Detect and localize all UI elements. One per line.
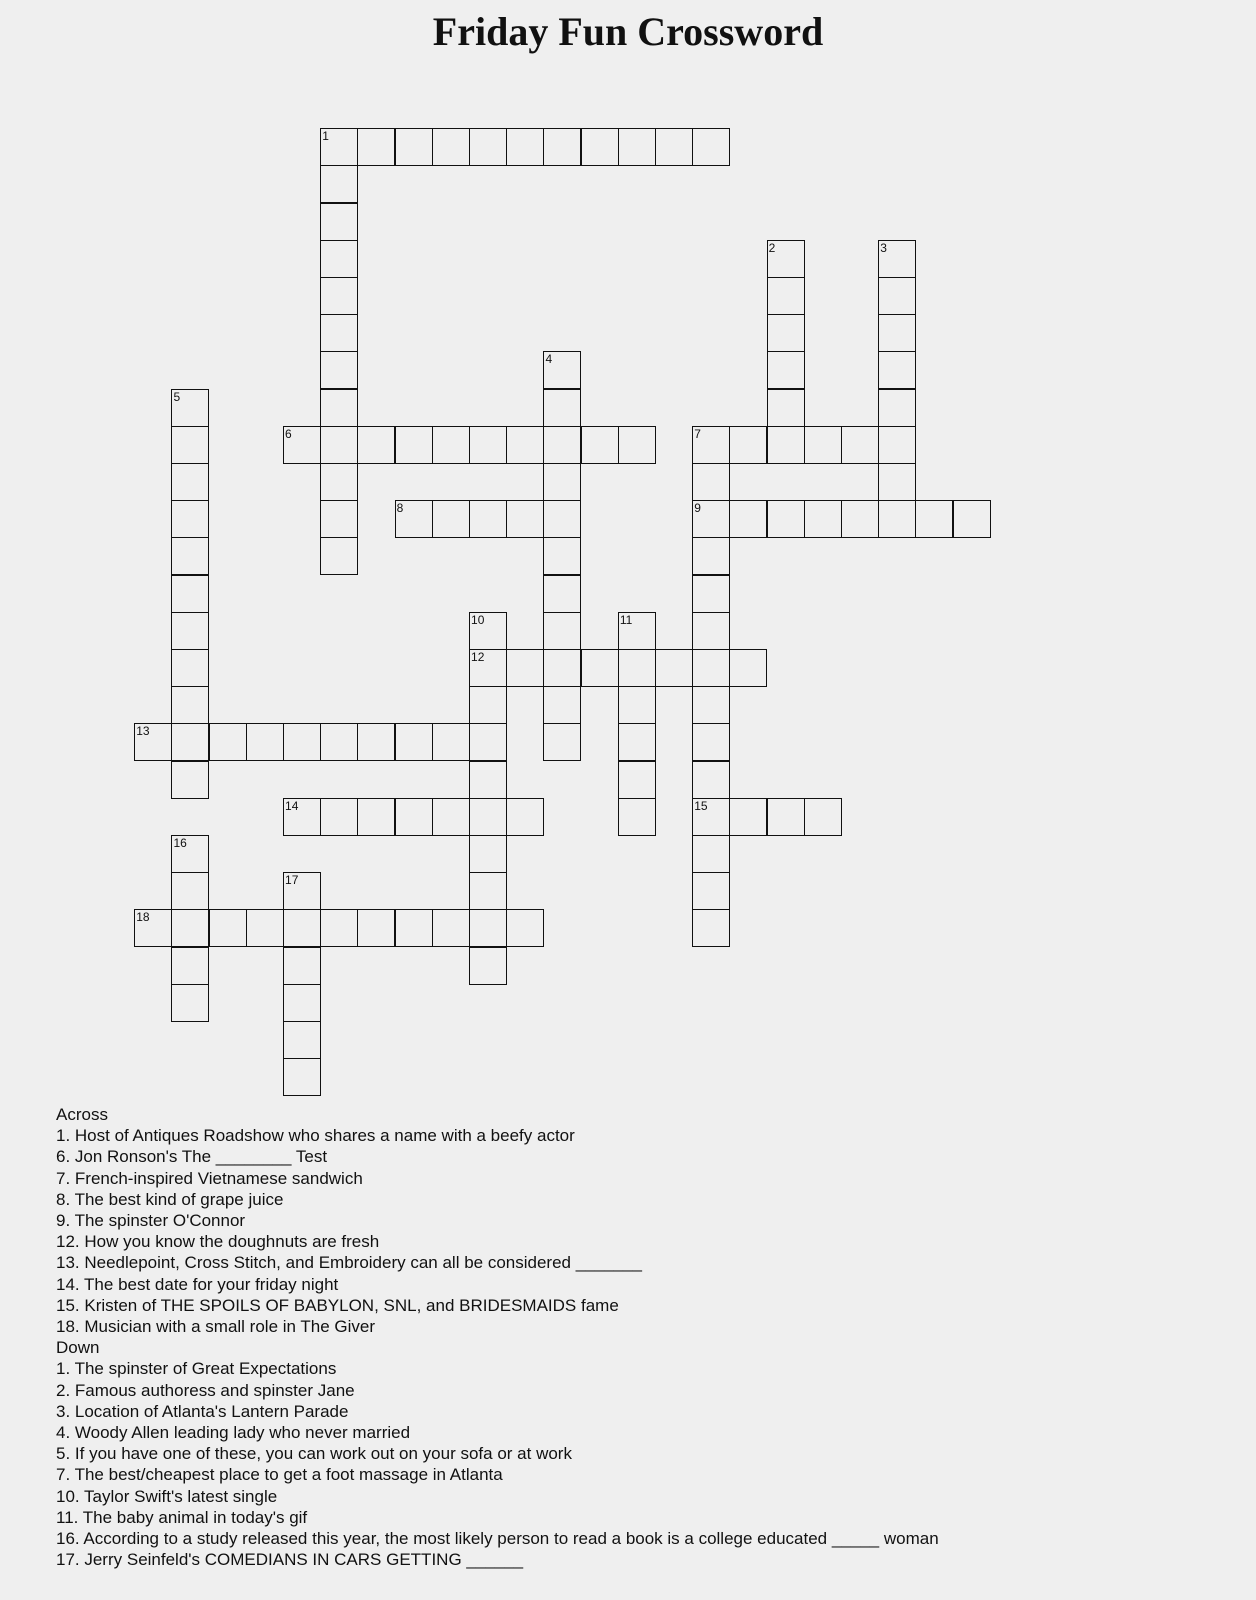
cell-number: 5: [173, 389, 181, 404]
grid-cell[interactable]: [618, 761, 656, 799]
across-clue-7: 7. French-inspired Vietnamese sandwich: [56, 1168, 363, 1188]
grid-cell[interactable]: [618, 128, 656, 166]
across-clue-8: 8. The best kind of grape juice: [56, 1189, 284, 1209]
grid-cell[interactable]: [320, 426, 358, 464]
grid-cell[interactable]: [171, 835, 209, 873]
grid-cell[interactable]: [134, 723, 172, 761]
across-clue-9: 9. The spinster O'Connor: [56, 1211, 246, 1231]
grid-cell[interactable]: [692, 686, 730, 724]
grid-cell[interactable]: [618, 426, 656, 464]
grid-cell[interactable]: [506, 909, 544, 947]
grid-cell[interactable]: [469, 723, 507, 761]
grid-cell[interactable]: [171, 909, 209, 947]
grid-cell[interactable]: [357, 723, 395, 761]
grid-cell[interactable]: [357, 426, 395, 464]
grid-cell[interactable]: [878, 389, 916, 427]
down-clue-16: 16. According to a study released this year, the most likely person to read a book is a college educated _____ woman: [56, 1529, 939, 1549]
grid-cell[interactable]: [692, 872, 730, 910]
grid-cell[interactable]: [469, 426, 507, 464]
across-clue-15: 15. Kristen of THE SPOILS OF BABYLON, SNL, and BRIDESMAIDS fame: [56, 1295, 619, 1315]
across-clues: [56, 1125, 939, 1337]
grid-cell[interactable]: [692, 426, 730, 464]
cell-number: 2: [768, 240, 776, 255]
grid-cell[interactable]: [767, 389, 805, 427]
clue-list: [56, 1104, 939, 1570]
grid-cell[interactable]: [320, 389, 358, 427]
grid-cell[interactable]: [171, 463, 209, 501]
grid-cell[interactable]: [209, 723, 247, 761]
cell-number: 1: [322, 129, 329, 144]
grid-cell[interactable]: [543, 612, 581, 650]
grid-cell[interactable]: [543, 500, 581, 538]
cell-number: 17: [285, 873, 299, 888]
grid-cell[interactable]: [581, 426, 619, 464]
cell-number: 13: [136, 724, 150, 739]
grid-cell[interactable]: [543, 351, 581, 389]
grid-cell[interactable]: [767, 314, 805, 352]
grid-cell[interactable]: [469, 612, 507, 650]
grid-cell[interactable]: [320, 240, 358, 278]
grid-cell[interactable]: [543, 426, 581, 464]
down-clue-1: 1. The spinster of Great Expectations: [56, 1359, 337, 1379]
grid-cell[interactable]: [320, 537, 358, 575]
grid-cell[interactable]: [506, 798, 544, 836]
grid-cell[interactable]: [692, 575, 730, 613]
grid-cell[interactable]: [767, 798, 805, 836]
grid-cell[interactable]: [171, 612, 209, 650]
across-clue-6: 6. Jon Ronson's The ________ Test: [56, 1147, 328, 1167]
grid-cell[interactable]: [469, 761, 507, 799]
grid-cell[interactable]: [469, 128, 507, 166]
grid-cell[interactable]: [618, 798, 656, 836]
down-heading: Down: [56, 1338, 100, 1358]
grid-cell[interactable]: [469, 872, 507, 910]
grid-cell[interactable]: [655, 649, 693, 687]
grid-cell[interactable]: [320, 128, 358, 166]
grid-cell[interactable]: [320, 909, 358, 947]
grid-cell[interactable]: [432, 798, 470, 836]
grid-cell[interactable]: [915, 500, 953, 538]
grid-cell[interactable]: [804, 500, 842, 538]
grid-cell[interactable]: [320, 500, 358, 538]
grid-cell[interactable]: [543, 537, 581, 575]
grid-cell[interactable]: [357, 909, 395, 947]
grid-cell[interactable]: [432, 426, 470, 464]
cell-number: 14: [285, 798, 299, 813]
grid-cell[interactable]: [581, 128, 619, 166]
grid-cell[interactable]: [395, 723, 433, 761]
grid-cell[interactable]: [692, 798, 730, 836]
grid-cell[interactable]: [543, 128, 581, 166]
grid-cell[interactable]: [543, 575, 581, 613]
grid-cell[interactable]: [618, 612, 656, 650]
grid-cell[interactable]: [283, 1058, 321, 1096]
grid-cell[interactable]: [692, 500, 730, 538]
grid-cell[interactable]: [767, 351, 805, 389]
grid-cell[interactable]: [581, 649, 619, 687]
grid-cell[interactable]: [171, 947, 209, 985]
grid-cell[interactable]: [320, 723, 358, 761]
grid-cell[interactable]: [171, 537, 209, 575]
down-clue-2: 2. Famous authoress and spinster Jane: [56, 1380, 355, 1400]
grid-cell[interactable]: [320, 351, 358, 389]
grid-cell[interactable]: [171, 389, 209, 427]
grid-cell[interactable]: [469, 835, 507, 873]
cell-number: 6: [285, 426, 292, 441]
grid-cell[interactable]: [432, 909, 470, 947]
grid-cell[interactable]: [283, 947, 321, 985]
grid-cell[interactable]: [618, 723, 656, 761]
grid-cell[interactable]: [395, 909, 433, 947]
grid-cell[interactable]: [320, 277, 358, 315]
grid-cell[interactable]: [283, 426, 321, 464]
grid-cell[interactable]: [543, 723, 581, 761]
grid-cell[interactable]: [395, 500, 433, 538]
cell-number: 4: [545, 352, 553, 367]
grid-cell[interactable]: [395, 798, 433, 836]
grid-cell[interactable]: [878, 314, 916, 352]
grid-cell[interactable]: [543, 389, 581, 427]
grid-cell[interactable]: [729, 426, 767, 464]
grid-cell[interactable]: [469, 798, 507, 836]
grid-cell[interactable]: [878, 463, 916, 501]
grid-cell[interactable]: [506, 500, 544, 538]
grid-cell[interactable]: [171, 872, 209, 910]
grid-cell[interactable]: [357, 128, 395, 166]
grid-cell[interactable]: [618, 649, 656, 687]
grid-cell[interactable]: [283, 723, 321, 761]
grid-cell[interactable]: [469, 686, 507, 724]
grid-cell[interactable]: [357, 798, 395, 836]
grid-cell[interactable]: [692, 835, 730, 873]
grid-cell[interactable]: [469, 909, 507, 947]
grid-cell[interactable]: [320, 798, 358, 836]
grid-cell[interactable]: [171, 500, 209, 538]
grid-cell[interactable]: [692, 909, 730, 947]
grid-cell[interactable]: [841, 426, 879, 464]
cell-number: 12: [471, 650, 485, 665]
down-clue-11: 11. The baby animal in today's gif: [56, 1507, 308, 1527]
grid-cell[interactable]: [469, 649, 507, 687]
down-clue-3: 3. Location of Atlanta's Lantern Parade: [56, 1401, 349, 1421]
grid-cell[interactable]: [692, 723, 730, 761]
grid-cell[interactable]: [506, 649, 544, 687]
grid-cell[interactable]: [618, 686, 656, 724]
cell-number: 10: [471, 612, 485, 627]
down-clue-5: 5. If you have one of these, you can work out on your sofa or at work: [56, 1444, 572, 1464]
grid-cell[interactable]: [692, 612, 730, 650]
across-clue-13: 13. Needlepoint, Cross Stitch, and Embroidery can all be considered _______: [56, 1253, 642, 1273]
grid-cell[interactable]: [878, 351, 916, 389]
grid-cell[interactable]: [692, 537, 730, 575]
grid-cell[interactable]: [804, 426, 842, 464]
grid-cell[interactable]: [171, 575, 209, 613]
grid-cell[interactable]: [878, 277, 916, 315]
grid-cell[interactable]: [283, 798, 321, 836]
grid-cell[interactable]: [692, 761, 730, 799]
grid-cell[interactable]: [246, 723, 284, 761]
cell-number: 18: [136, 910, 150, 925]
across-clue-1: 1. Host of Antiques Roadshow who shares a name with a beefy actor: [56, 1126, 575, 1146]
grid-cell[interactable]: [543, 649, 581, 687]
grid-cell[interactable]: [543, 686, 581, 724]
cell-number: 3: [880, 240, 887, 255]
cell-number: 8: [396, 501, 404, 516]
grid-cell[interactable]: [692, 463, 730, 501]
grid-cell[interactable]: [246, 909, 284, 947]
page-title: Friday Fun Crossword: [432, 9, 824, 54]
down-clues: [56, 1358, 939, 1570]
grid-cell[interactable]: [506, 128, 544, 166]
grid-cell[interactable]: [692, 128, 730, 166]
across-clue-18: 18. Musician with a small role in The Giver: [56, 1317, 376, 1337]
grid-cell[interactable]: [692, 649, 730, 687]
cell-number: 7: [694, 426, 701, 441]
grid-cell[interactable]: [432, 723, 470, 761]
across-clue-12: 12. How you know the doughnuts are fresh: [56, 1232, 380, 1252]
grid-cell[interactable]: [655, 128, 693, 166]
down-clue-4: 4. Woody Allen leading lady who never married: [56, 1423, 411, 1443]
grid-cell[interactable]: [767, 240, 805, 278]
grid-cell[interactable]: [878, 500, 916, 538]
grid-cell[interactable]: [283, 1021, 321, 1059]
cell-number: 11: [619, 612, 633, 627]
across-clue-14: 14. The best date for your friday night: [56, 1274, 339, 1294]
grid-cell[interactable]: [283, 872, 321, 910]
grid-cell[interactable]: [171, 426, 209, 464]
grid-cell[interactable]: [767, 426, 805, 464]
grid-cell[interactable]: [283, 909, 321, 947]
grid-cell[interactable]: [432, 128, 470, 166]
grid-cell[interactable]: [729, 500, 767, 538]
grid-cell[interactable]: [320, 463, 358, 501]
grid-cell[interactable]: [729, 649, 767, 687]
across-heading: Across: [56, 1105, 108, 1124]
grid-cell[interactable]: [469, 500, 507, 538]
grid-cell[interactable]: [171, 686, 209, 724]
cell-number: 9: [694, 501, 701, 516]
grid-cell[interactable]: [320, 314, 358, 352]
grid-cell[interactable]: [878, 426, 916, 464]
grid-cell[interactable]: [395, 128, 433, 166]
grid-cell[interactable]: [320, 165, 358, 203]
grid-cell[interactable]: [209, 909, 247, 947]
cell-number: 15: [694, 798, 708, 813]
down-clue-7: 7. The best/cheapest place to get a foot massage in Atlanta: [56, 1465, 503, 1485]
grid-cell[interactable]: [878, 240, 916, 278]
grid-cell[interactable]: [134, 909, 172, 947]
grid-cell[interactable]: [171, 761, 209, 799]
grid-cell[interactable]: [395, 426, 433, 464]
grid-cell[interactable]: [841, 500, 879, 538]
grid-cell[interactable]: [506, 426, 544, 464]
grid-cell[interactable]: [171, 984, 209, 1022]
grid-cell[interactable]: [767, 500, 805, 538]
grid-cell[interactable]: [804, 798, 842, 836]
grid-cell[interactable]: [543, 463, 581, 501]
grid-cell[interactable]: [432, 500, 470, 538]
down-clue-10: 10. Taylor Swift's latest single: [56, 1486, 278, 1506]
grid-cell[interactable]: [171, 649, 209, 687]
grid-cell[interactable]: [320, 203, 358, 241]
grid-cell[interactable]: [469, 947, 507, 985]
cell-number: 16: [173, 836, 187, 851]
grid-cell[interactable]: [767, 277, 805, 315]
grid-cell[interactable]: [729, 798, 767, 836]
grid-cell[interactable]: [283, 984, 321, 1022]
grid-cell[interactable]: [171, 723, 209, 761]
grid-cell[interactable]: [953, 500, 991, 538]
down-clue-17: 17. Jerry Seinfeld's COMEDIANS IN CARS GETTING ______: [56, 1550, 524, 1570]
